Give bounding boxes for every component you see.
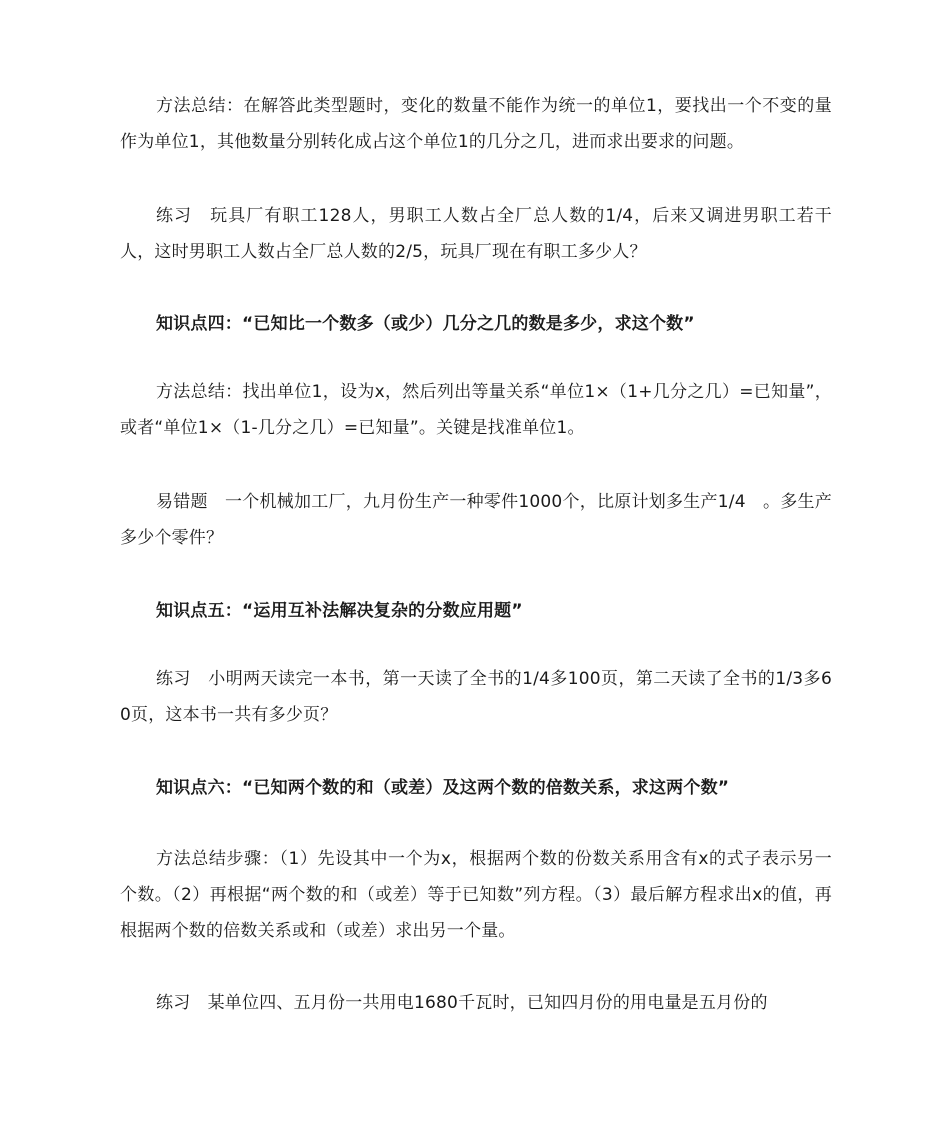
paragraph-error-prone-question: 易错题 一个机械加工厂，九月份生产一种零件1000个，比原计划多生产1/4 。多生产多少个零件？ (120, 492, 832, 548)
heading-knowledge-point-6: 知识点六：“已知两个数的和（或差）及这两个数的倍数关系，求这两个数” (156, 778, 730, 798)
paragraph-exercise-reading-book: 练习 小明两天读完一本书，第一天读了全书的1/4多100页，第二天读了全书的1/3多60页，这本书一共有多少页？ (120, 669, 832, 725)
heading-knowledge-point-4: 知识点四：“已知比一个数多（或少）几分之几的数是多少，求这个数” (156, 314, 695, 334)
paragraph-exercise-electricity: 练习 某单位四、五月份一共用电1680千瓦时，已知四月份的用电量是五月份的 (156, 993, 768, 1013)
paragraph-method-summary-1: 方法总结：在解答此类型题时，变化的数量不能作为统一的单位1，要找出一个不变的量作为单位1，其他数量分别转化成占这个单位1的几分之几，进而求出要求的问题。 (120, 96, 832, 152)
paragraph-exercise-toy-factory: 练习 玩具厂有职工128人，男职工人数占全厂总人数的1/4，后来又调进男职工若干人，这时男职工人数占全厂总人数的2/5，玩具厂现在有职工多少人？ (120, 206, 832, 262)
paragraph-method-summary-steps: 方法总结步骤：（1）先设其中一个为x，根据两个数的份数关系用含有x的式子表示另一个数。（2）再根据“两个数的和（或差）等于已知数”列方程。（3）最后解方程求出x的值，再根据两个数的倍数关系或和（或差）求出另一个量。 (120, 849, 832, 941)
paragraph-method-summary-2: 方法总结：找出单位1，设为x，然后列出等量关系“单位1×（1+几分之几）=已知量”，或者“单位1×（1-几分之几）=已知量”。关键是找准单位1。 (120, 382, 832, 438)
heading-knowledge-point-5: 知识点五：“运用互补法解决复杂的分数应用题” (156, 601, 523, 621)
